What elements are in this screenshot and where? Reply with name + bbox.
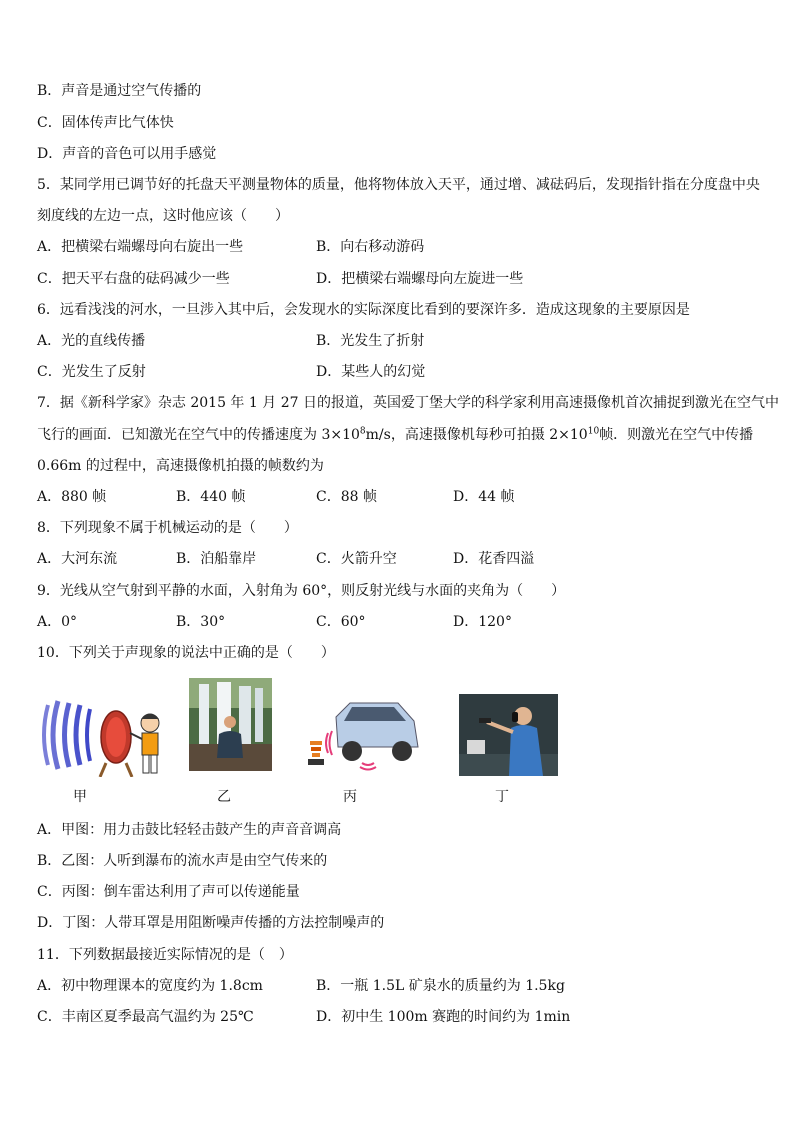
caption-jia: 甲 bbox=[73, 789, 87, 805]
q7-text-part2: m/s，高速摄像机每秒可拍摄 2×10 bbox=[365, 427, 588, 443]
q10-option-a: A．甲图：用力击鼓比轻轻击鼓产生的声音音调高 bbox=[37, 822, 342, 838]
figure-jia-drum bbox=[40, 693, 170, 777]
q11-option-d: D．初中生 100m 赛跑的时间约为 1min bbox=[316, 1009, 571, 1025]
q5-option-d: D．把横梁右端螺母向左旋进一些 bbox=[316, 271, 524, 287]
figure-ding-shooter bbox=[459, 694, 558, 776]
shooter-photo bbox=[459, 694, 558, 776]
q7-stem-line1: 7．据《新科学家》杂志 2015 年 1 月 27 日的报道，英国爱丁堡大学的科学家利用高速摄像机首次捕捉到激光在空气中 bbox=[37, 395, 779, 411]
q11-option-a: A．初中物理课本的宽度约为 1.8cm bbox=[37, 978, 263, 994]
q9-stem: 9．光线从空气射到平静的水面，入射角为 60°，则反射光线与水面的夹角为（ ） bbox=[37, 583, 566, 599]
q5-option-b: B．向右移动游码 bbox=[316, 239, 425, 255]
q9-option-b: B．30° bbox=[176, 614, 226, 630]
q10-option-d: D．丁图：人带耳罩是用阻断噪声传播的方法控制噪声的 bbox=[37, 915, 385, 931]
q6-stem: 6．远看浅浅的河水，一旦涉入其中后，会发现水的实际深度比看到的要深许多．造成这现象的主要原因是 bbox=[37, 302, 690, 318]
q7-option-c: C．88 帧 bbox=[316, 489, 377, 505]
waterfall-photo bbox=[189, 678, 272, 771]
reversing-car-illustration bbox=[302, 697, 420, 773]
q9-option-d: D．120° bbox=[453, 614, 512, 630]
q6-option-a: A．光的直线传播 bbox=[37, 333, 146, 349]
q9-option-c: C．60° bbox=[316, 614, 366, 630]
q4-option-c: C．固体传声比气体快 bbox=[37, 115, 174, 131]
q5-option-a: A．把横梁右端螺母向右旋出一些 bbox=[37, 239, 244, 255]
q5-stem-line2: 刻度线的左边一点，这时他应该（ ） bbox=[37, 208, 289, 224]
q7-text-part3: 帧．则激光在空气中传播 bbox=[599, 427, 754, 443]
q11-stem: 11．下列数据最接近实际情况的是（ ） bbox=[37, 947, 293, 963]
q5-stem-line1: 5．某同学用已调节好的托盘天平测量物体的质量，他将物体放入天平，通过增、减砝码后，发现指针指在分度盘中央 bbox=[37, 177, 760, 193]
q6-option-d: D．某些人的幻觉 bbox=[316, 364, 426, 380]
q8-option-a: A．大河东流 bbox=[37, 551, 118, 567]
q5-option-c: C．把天平右盘的砝码减少一些 bbox=[37, 271, 230, 287]
q11-option-c: C．丰南区夏季最高气温约为 25℃ bbox=[37, 1009, 254, 1025]
q7-exponent-1: 8 bbox=[359, 426, 366, 437]
q10-option-b: B．乙图：人听到瀑布的流水声是由空气传来的 bbox=[37, 853, 328, 869]
q7-text-part1: 飞行的画面．已知激光在空气中的传播速度为 3×10 bbox=[37, 427, 360, 443]
q7-exponent-2: 10 bbox=[587, 426, 600, 437]
q8-option-c: C．火箭升空 bbox=[316, 551, 397, 567]
caption-yi: 乙 bbox=[217, 789, 231, 805]
q10-stem: 10．下列关于声现象的说法中正确的是（ ） bbox=[37, 645, 335, 661]
q4-option-d: D．声音的音色可以用手感觉 bbox=[37, 146, 217, 162]
caption-bing: 丙 bbox=[343, 789, 357, 805]
q10-option-c: C．丙图：倒车雷达利用了声可以传递能量 bbox=[37, 884, 300, 900]
q6-option-c: C．光发生了反射 bbox=[37, 364, 146, 380]
q4-option-b: B．声音是通过空气传播的 bbox=[37, 83, 202, 99]
q7-stem-line3: 0.66m 的过程中，高速摄像机拍摄的帧数约为 bbox=[37, 458, 324, 474]
q9-option-a: A．0° bbox=[37, 614, 78, 630]
q8-stem: 8．下列现象不属于机械运动的是（ ） bbox=[37, 520, 298, 536]
q8-option-b: B．泊船靠岸 bbox=[176, 551, 257, 567]
q7-stem-line2 bbox=[37, 425, 753, 445]
drum-sound-waves-illustration bbox=[40, 693, 170, 777]
figure-yi-waterfall bbox=[189, 678, 272, 771]
caption-ding: 丁 bbox=[495, 789, 509, 805]
q7-option-b: B．440 帧 bbox=[176, 489, 246, 505]
figure-bing-car-radar bbox=[302, 697, 420, 773]
q8-option-d: D．花香四溢 bbox=[453, 551, 535, 567]
q7-option-d: D．44 帧 bbox=[453, 489, 515, 505]
q7-option-a: A．880 帧 bbox=[37, 489, 107, 505]
q6-option-b: B．光发生了折射 bbox=[316, 333, 425, 349]
q11-option-b: B．一瓶 1.5L 矿泉水的质量约为 1.5kg bbox=[316, 978, 565, 994]
